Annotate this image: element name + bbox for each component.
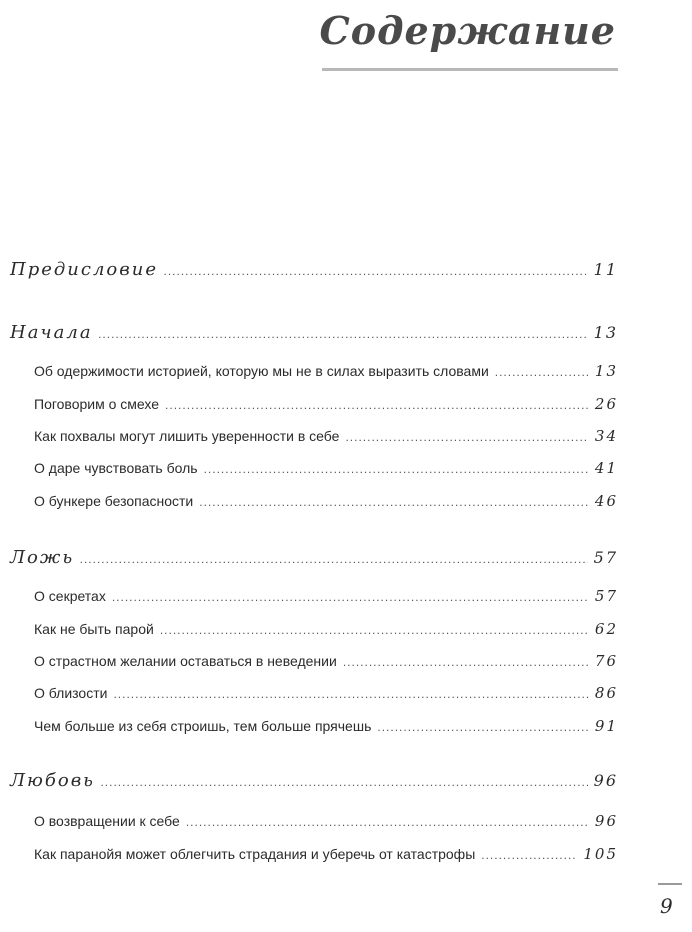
toc-section-label: Любовь bbox=[10, 770, 95, 791]
toc-section-label: Ложь bbox=[10, 547, 75, 568]
toc-page-number: 13 bbox=[593, 323, 618, 342]
dot-leader bbox=[112, 590, 589, 604]
toc-entry-label: Поговорим о смехе bbox=[34, 396, 160, 412]
toc-page-number: 91 bbox=[594, 717, 618, 735]
dot-leader bbox=[377, 720, 589, 734]
dot-leader bbox=[345, 430, 588, 444]
dot-leader bbox=[80, 552, 588, 566]
toc-page-number: 26 bbox=[594, 395, 618, 413]
dot-leader bbox=[343, 655, 589, 669]
dot-leader bbox=[99, 327, 588, 341]
toc-entry[interactable] bbox=[34, 459, 618, 477]
toc-section-label: Предисловие bbox=[10, 259, 158, 280]
toc-entry[interactable] bbox=[34, 395, 618, 413]
toc-entry-label: О секретах bbox=[34, 588, 106, 604]
toc-section-lies[interactable] bbox=[10, 547, 618, 568]
toc-page-number: 96 bbox=[593, 771, 618, 790]
dot-leader bbox=[165, 398, 589, 412]
page-number: 9 bbox=[660, 894, 673, 918]
toc-entry-label: О даре чувствовать боль bbox=[34, 460, 198, 476]
toc-entry[interactable] bbox=[34, 492, 618, 510]
toc-page-number: 105 bbox=[583, 845, 618, 863]
toc-section-preface[interactable] bbox=[10, 259, 618, 280]
toc-entry-label: Как паранойя может облегчить страдания и уберечь от катастрофы bbox=[34, 846, 476, 862]
toc-page-number: 41 bbox=[594, 459, 618, 477]
toc-page-number: 96 bbox=[594, 812, 618, 830]
toc-entry-label: Чем больше из себя строишь, тем больше прячешь bbox=[34, 718, 372, 734]
dot-leader bbox=[199, 495, 589, 509]
toc-entry[interactable] bbox=[34, 684, 618, 702]
toc-entry[interactable] bbox=[34, 427, 618, 445]
toc-entry[interactable] bbox=[34, 620, 618, 638]
toc-entry-label: Об одержимости историей, которую мы не в силах выразить словами bbox=[34, 363, 489, 379]
dot-leader bbox=[113, 687, 588, 701]
toc-section-label: Начала bbox=[10, 322, 93, 343]
toc-entry-label: О возвращении к себе bbox=[34, 813, 180, 829]
toc-page-number: 86 bbox=[594, 684, 618, 702]
dot-leader bbox=[481, 848, 577, 862]
toc-entry-label: О бункере безопасности bbox=[34, 493, 194, 509]
toc-page-number: 62 bbox=[594, 620, 618, 638]
toc-page-number: 46 bbox=[594, 492, 618, 510]
toc-entry-label: Как не быть парой bbox=[34, 621, 154, 637]
toc-entry[interactable] bbox=[34, 587, 618, 605]
toc-page-number: 76 bbox=[594, 652, 618, 670]
toc-entry[interactable] bbox=[34, 652, 618, 670]
toc-page-number: 57 bbox=[594, 587, 618, 605]
toc-section-beginnings[interactable] bbox=[10, 322, 618, 343]
dot-leader bbox=[186, 815, 589, 829]
toc-entry[interactable] bbox=[34, 717, 618, 735]
toc-entry-label: Как похвалы могут лишить уверенности в себе bbox=[34, 428, 340, 444]
toc-page-number: 34 bbox=[594, 427, 618, 445]
page-title: Содержание bbox=[319, 8, 616, 53]
toc-entry-label: О страстном желании оставаться в неведении bbox=[34, 653, 337, 669]
dot-leader bbox=[160, 623, 589, 637]
dot-leader bbox=[495, 365, 589, 379]
toc-page-number: 57 bbox=[593, 548, 618, 567]
dot-leader bbox=[101, 775, 588, 789]
dot-leader bbox=[204, 462, 589, 476]
toc-page-number: 11 bbox=[593, 260, 618, 279]
toc-entry[interactable] bbox=[34, 812, 618, 830]
title-rule bbox=[322, 68, 618, 71]
toc-entry[interactable] bbox=[34, 845, 618, 863]
toc-entry-label: О близости bbox=[34, 685, 108, 701]
toc-section-love[interactable] bbox=[10, 770, 618, 791]
folio-rule bbox=[658, 883, 682, 885]
dot-leader bbox=[164, 264, 588, 278]
toc-page-number: 13 bbox=[594, 362, 618, 380]
toc-entry[interactable] bbox=[34, 362, 618, 380]
